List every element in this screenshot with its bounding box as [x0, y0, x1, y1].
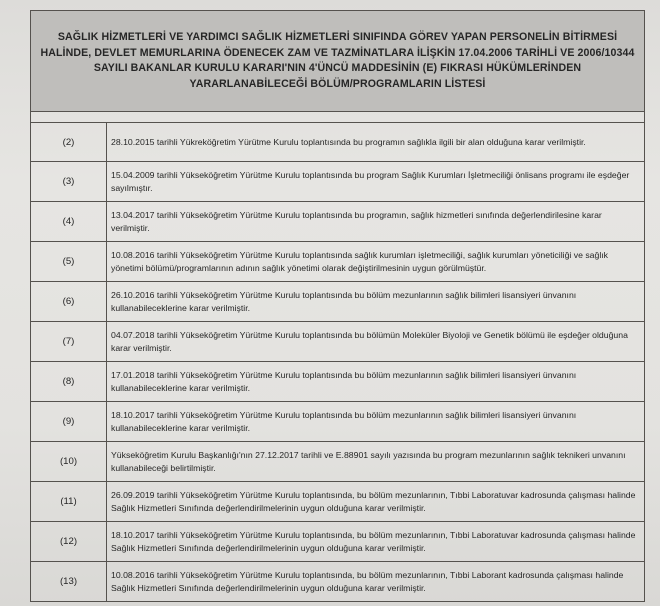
footnote-number: (13): [31, 562, 107, 602]
footnote-text: 18.10.2017 tarihli Yükseköğretim Yürütme Kurulu toplantısında bu bölüm mezunlarının sağlık bilimleri lisansiyeri ünvanını kullanabileceklerine karar verilmiştir.: [107, 402, 645, 442]
footnote-number: (3): [31, 162, 107, 202]
footnote-number: (8): [31, 362, 107, 402]
footnote-text: 17.01.2018 tarihli Yükseköğretim Yürütme Kurulu toplantısında bu bölüm mezunlarının sağlık bilimleri lisansiyeri ünvanını kullanabileceklerine karar verilmiştir.: [107, 362, 645, 402]
table-row: [31, 242, 645, 282]
footnote-number: (4): [31, 202, 107, 242]
footnote-text: 13.04.2017 tarihli Yükseköğretim Yürütme Kurulu toplantısında bu programın, sağlık hizmetleri sınıfında değerlendirilesine karar verilmiştir.: [107, 202, 645, 242]
footnote-text: 18.10.2017 tarihli Yükseköğretim Yürütme Kurulu toplantısında, bu bölüm mezunlarının, Tıbbi Laboratuvar kadrosunda çalışması halinde Sağlık Hizmetleri Sınıfında değerlendirilmelerinin uygun olduğuna karar verilmiştir.: [107, 522, 645, 562]
footnote-text: 10.08.2016 tarihli Yükseköğretim Yürütme Kurulu toplantısında, bu bölüm mezunlarının, Tıbbi Laborant kadrosunda çalışması halinde Sağlık Hizmetleri Sınıfında değerlendirilmelerinin uygun olduğuna karar verilmiştir.: [107, 562, 645, 602]
footnote-number: (12): [31, 522, 107, 562]
footnote-number: (6): [31, 282, 107, 322]
footnote-number: (11): [31, 482, 107, 522]
footnote-text: 04.07.2018 tarihli Yükseköğretim Yürütme Kurulu toplantısında bu bölümün Moleküler Biyoloji ve Genetik bölümü ile eşdeğer olduğuna karar verilmiştir.: [107, 322, 645, 362]
document-title: SAĞLIK HİZMETLERİ VE YARDIMCI SAĞLIK HİZMETLERİ SINIFINDA GÖREV YAPAN PERSONELİN BİTİRMESİ HALİNDE, DEVLET MEMURLARINA ÖDENECEK ZAM VE TAZMİNATLARA İLİŞKİN 17.04.2006 TARİHLİ VE 2006/10344 SAYILI BAKANLAR KURULU KARARI'NIN 4'ÜNCÜ MADDESİNİN (E) FIKRASI HÜKÜMLERİNDEN YARARLANABİLECEĞİ BÖLÜM/PROGRAMLARIN LİSTESİ: [31, 11, 645, 112]
footnote-text: 10.08.2016 tarihli Yükseköğretim Yürütme Kurulu toplantısında sağlık kurumları işletmeciliği, sağlık kurumları yöneticiliği ve sağlık yönetimi bölümü/programlarının adının sağlık yönetimi olarak değiştirilmesinin uygun görülmüştür.: [107, 242, 645, 282]
spacer-row: [31, 112, 645, 123]
table-row: [31, 322, 645, 362]
footnote-number: (9): [31, 402, 107, 442]
programs-table: [30, 10, 645, 602]
table-row: [31, 522, 645, 562]
footnote-text: 15.04.2009 tarihli Yükseköğretim Yürütme Kurulu toplantısında bu program Sağlık Kurumları İşletmeciliği önlisans programı ile eşdeğer sayılmıştır.: [107, 162, 645, 202]
footnote-text: Yükseköğretim Kurulu Başkanlığı'nın 27.12.2017 tarihli ve E.88901 sayılı yazısında bu program mezunlarının sağlık teknikeri unvanını kullanabileceği belirtilmiştir.: [107, 442, 645, 482]
title-row: [31, 11, 645, 112]
table-row: [31, 562, 645, 602]
footnote-text: 26.10.2016 tarihli Yükseköğretim Yürütme Kurulu toplantısında bu bölüm mezunlarının sağlık bilimleri lisansiyeri ünvanını kullanabileceklerine karar verilmiştir.: [107, 282, 645, 322]
table-row: [31, 202, 645, 242]
footnote-number: (10): [31, 442, 107, 482]
footnote-text: 26.09.2019 tarihli Yükseköğretim Yürütme Kurulu toplantısında, bu bölüm mezunlarının, Tıbbi Laboratuvar kadrosunda çalışması halinde Sağlık Hizmetleri Sınıfında değerlendirilmelerinin uygun olduğuna karar verilmiştir.: [107, 482, 645, 522]
table-row: [31, 362, 645, 402]
table-row: [31, 282, 645, 322]
table-row: [31, 402, 645, 442]
table-row: [31, 442, 645, 482]
spacer-cell: [31, 112, 645, 123]
table-row: [31, 482, 645, 522]
table-row: [31, 123, 645, 162]
footnote-number: (5): [31, 242, 107, 282]
footnote-text: 28.10.2015 tarihli Yükreköğretim Yürütme Kurulu toplantısında bu programın sağlıkla ilgili bir alan olduğuna karar verilmiştir.: [107, 123, 645, 162]
footnote-number: (7): [31, 322, 107, 362]
footnote-number: (2): [31, 123, 107, 162]
table-row: [31, 162, 645, 202]
